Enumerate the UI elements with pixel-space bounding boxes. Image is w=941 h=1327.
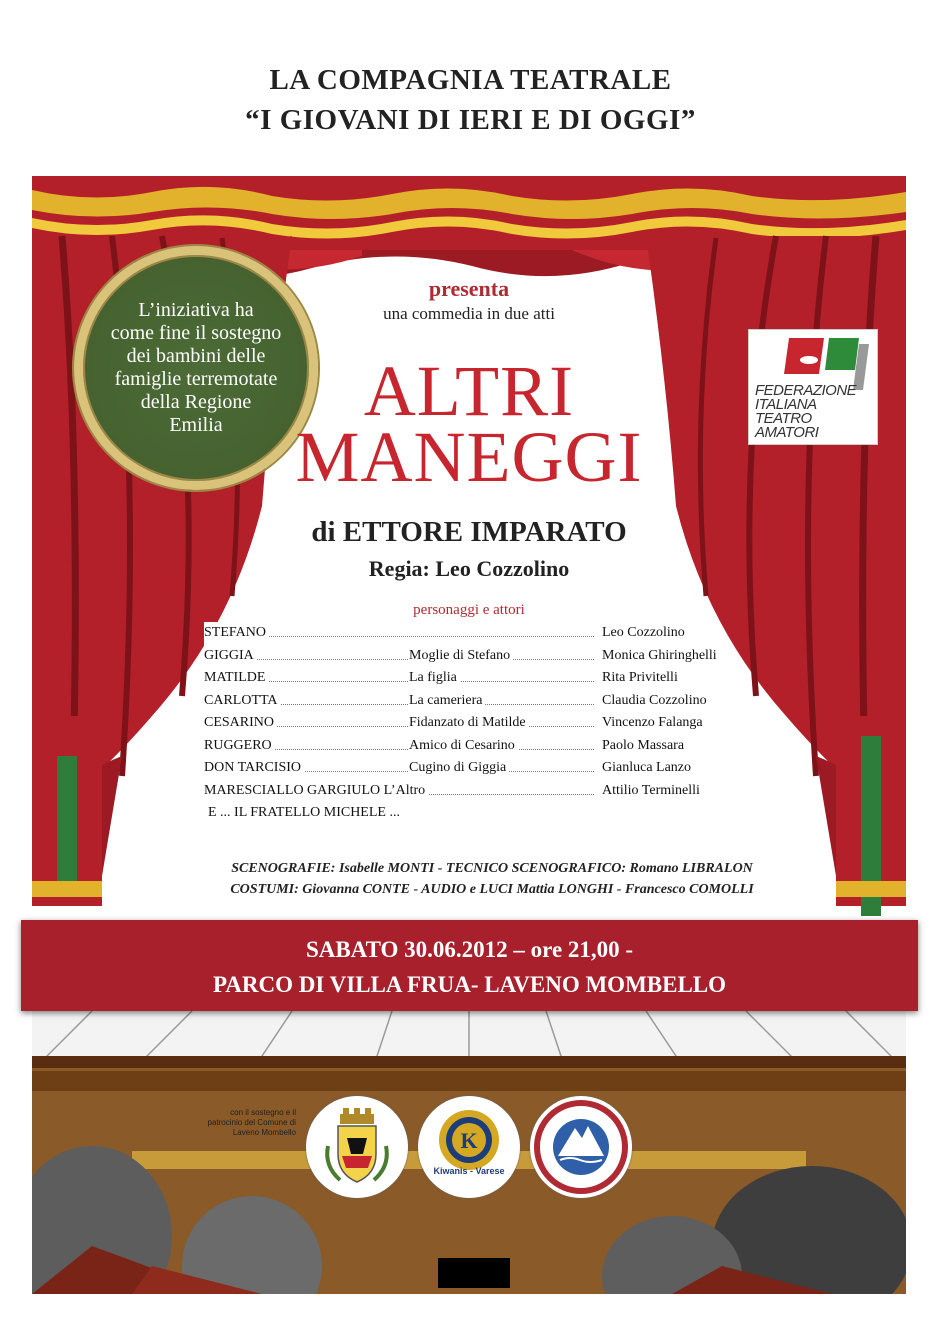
comune-crest-logo [306, 1096, 408, 1198]
sponsor-note: con il sostegno e il patrocinio del Comune di Laveno Mombello [207, 1108, 296, 1137]
cast-actor: Attilio Terminelli [599, 780, 700, 803]
cast-row [204, 690, 764, 713]
cast-row [204, 622, 764, 645]
play-subtitle: una commedia in due atti [383, 304, 555, 323]
kiwanis-logo [418, 1096, 520, 1198]
cast-actor: Rita Privitelli [599, 667, 678, 690]
cast-actor: Gianluca Lanzo [599, 757, 691, 780]
cast-row [204, 735, 764, 758]
black-label [438, 1258, 510, 1288]
play-title-line-1: ALTRI [363, 351, 575, 431]
coat-of-arms-icon [306, 1096, 408, 1198]
cast-row [204, 757, 764, 780]
cast-description: La cameriera [409, 690, 485, 713]
kiwanis-emblem-icon [418, 1096, 520, 1198]
cast-role: DON TARCISIO [204, 757, 304, 780]
author-line: di ETTORE IMPARATO [311, 516, 627, 548]
proloco-logo [530, 1096, 632, 1198]
cast-role: RUGGERO [204, 735, 275, 758]
cast-role: GIGGIA [204, 645, 257, 668]
cast-description: Amico di Cesarino [409, 735, 518, 758]
cast-row-extra [204, 802, 764, 825]
cast-actor: Monica Ghiringhelli [599, 645, 717, 668]
play-title-line-2: MANEGGI [295, 417, 643, 497]
cast-actor: Claudia Cozzolino [599, 690, 707, 713]
play-title [32, 351, 906, 497]
cast-role: MARESCIALLO GARGIULO L’Altro [204, 780, 428, 803]
cast-row [204, 780, 764, 803]
cast-extra: E ... IL FRATELLO MICHELE ... [208, 805, 400, 820]
company-line-2: “I GIOVANI DI IERI E DI OGGI” [245, 104, 696, 136]
svg-text:K: K [460, 1128, 478, 1153]
cast-role: MATILDE [204, 667, 268, 690]
charity-seal-text: L’iniziativa ha come fine il sostegno dei bambini delle famiglie terremotate della Regione Emilia [110, 299, 282, 436]
cast-row [204, 645, 764, 668]
cast-description: Fidanzato di Matilde [409, 712, 529, 735]
kiwanis-caption: Kiwanis - Varese [433, 1166, 505, 1176]
cast-role: STEFANO [204, 622, 269, 645]
company-title [0, 60, 941, 140]
fita-logo-text: FEDERAZIONE ITALIANA TEATRO AMATORI [755, 382, 857, 441]
cast-row [204, 712, 764, 735]
cast-description: La figlia [409, 667, 460, 690]
director-line: Regia: Leo Cozzolino [368, 556, 570, 581]
credits-line-2: COSTUMI: Giovanna CONTE - AUDIO e LUCI Mattia LONGHI - Francesco COMOLLI [230, 882, 754, 897]
production-credits [172, 858, 812, 900]
cast-role: CARLOTTA [204, 690, 281, 713]
cast-row [204, 667, 764, 690]
cast-actor: Paolo Massara [599, 735, 684, 758]
company-line-1: LA COMPAGNIA TEATRALE [269, 64, 672, 96]
cast-description: Moglie di Stefano [409, 645, 513, 668]
presenta-label: presenta [428, 276, 510, 301]
event-date: SABATO 30.06.2012 – ore 21,00 - [305, 937, 634, 962]
cast-description: Cugino di Giggia [409, 757, 509, 780]
cast-list [204, 622, 764, 825]
cast-heading: personaggi e attori [413, 602, 525, 618]
cast-actor: Leo Cozzolino [599, 622, 685, 645]
event-banner [21, 920, 918, 1011]
credits-line-1: SCENOGRAFIE: Isabelle MONTI - TECNICO SCENOGRAFICO: Romano LIBRALON [231, 861, 753, 876]
proloco-mountain-icon [530, 1096, 632, 1198]
event-venue: PARCO DI VILLA FRUA- LAVENO MOMBELLO [212, 972, 727, 997]
cast-actor: Vincenzo Falanga [599, 712, 703, 735]
leader-dots [224, 636, 594, 637]
cast-role: CESARINO [204, 712, 277, 735]
